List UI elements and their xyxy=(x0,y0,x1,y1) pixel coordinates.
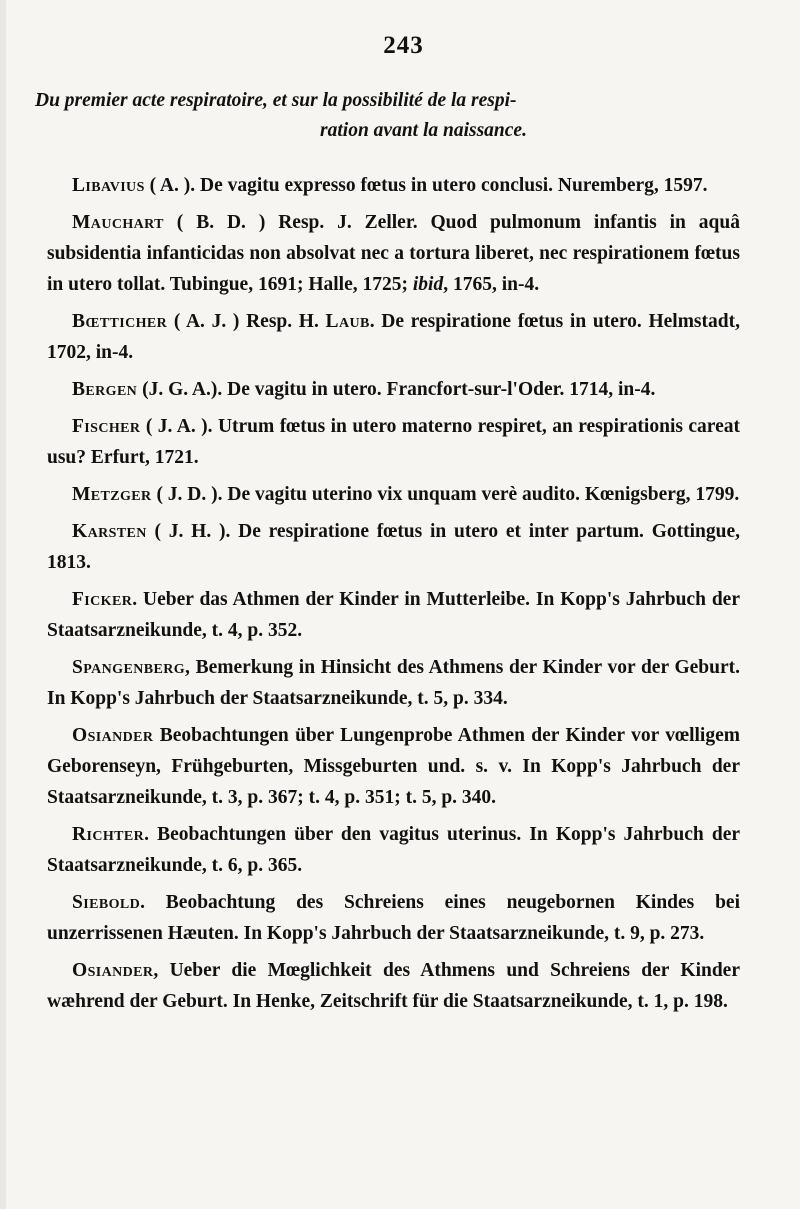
bibliography-entry xyxy=(47,584,740,646)
entry-text: ( J. H. ). De respiratione fœtus in utero et inter partum. Gottingue, 1813. xyxy=(47,521,740,573)
bibliography-entry xyxy=(47,170,740,201)
entry-text: . Beobachtung des Schreiens eines neugebornen Kindes bei unzerrissenen Hæuten. In Kopp's Jahrbuch der Staatsarzneikunde, t. 9, p. 273. xyxy=(47,892,740,944)
entry-author: Osiander xyxy=(72,725,154,746)
bibliography-entry xyxy=(47,411,740,473)
entry-author: Spangenberg xyxy=(72,657,185,678)
entry-text: ( J. A. ). Utrum fœtus in utero materno respiret, an respirationis careat usu? Erfurt, 1721. xyxy=(47,416,740,468)
entry-text: ( A. ). De vagitu expresso fœtus in utero conclusi. Nuremberg, 1597. xyxy=(144,175,708,196)
entry-author: Fischer xyxy=(72,416,141,437)
bibliography-entry xyxy=(47,887,740,949)
entry-author: Siebold xyxy=(72,892,141,913)
entry-author: Bergen xyxy=(72,379,138,400)
bibliography-entry xyxy=(47,374,740,405)
bibliography-entry xyxy=(47,955,740,1017)
entry-text: . Beobachtungen über den vagitus uterinus. In Kopp's Jahrbuch der Staatsarzneikunde, t. 6, p. 365. xyxy=(47,824,740,876)
entry-text: (J. G. A.). De vagitu in utero. Francfort-sur-l'Oder. 1714, in-4. xyxy=(137,379,656,400)
entry-author: Karsten xyxy=(72,521,147,542)
entry-text: , Ueber die Mœglichkeit des Athmens und Schreiens der Kinder wæhrend der Geburt. In Henke, Zeitschrift für die Staatsarzneikunde, t. 1, p. 198. xyxy=(47,960,740,1012)
bibliography-entry xyxy=(47,479,740,510)
section-heading-line2: ration avant la naissance. xyxy=(320,120,527,141)
bibliography-entry xyxy=(47,516,740,578)
entry-text: ( J. D. ). De vagitu uterino vix unquam verè audito. Kœnigsberg, 1799. xyxy=(151,484,740,505)
entry-author: Metzger xyxy=(72,484,152,505)
entry-text: , Bemerkung in Hinsicht des Athmens der Kinder vor der Geburt. In Kopp's Jahrbuch der Staatsarzneikunde, t. 5, p. 334. xyxy=(47,657,740,709)
entry-text: Beobachtungen über Lungenprobe Athmen der Kinder vor vœlligem Geborenseyn, Frühgeburten, Missgeburten und. s. v. In Kopp's Jahrbuch der Staatsarzneikunde, t. 3, p. 367; t. 4, p. 351; t. 5, p. 340. xyxy=(47,725,740,808)
entry-author: Osiander xyxy=(72,960,154,981)
entry-author: Richter xyxy=(72,824,145,845)
entry-author: Mauchart xyxy=(72,212,164,233)
entry-text: ( A. J. ) Resp. H. xyxy=(167,311,326,332)
bibliography-entry xyxy=(47,819,740,881)
entry-author: Bœtticher xyxy=(72,311,168,332)
entry-text-continued: . De respiratione fœtus in utero. Helmstadt, 1702, in-4. xyxy=(47,311,740,363)
page-edge-shadow xyxy=(0,0,6,1209)
entry-italic-text: ibid xyxy=(412,274,444,295)
entry-text: . Ueber das Athmen der Kinder in Mutterleibe. In Kopp's Jahrbuch der Staatsarzneikunde, t. 4, p. 352. xyxy=(47,589,740,641)
page-number: 243 xyxy=(383,32,424,59)
bibliography-entry xyxy=(47,207,740,300)
bibliography-entry xyxy=(47,652,740,714)
entry-text: ( B. D. ) Resp. J. Zeller. Quod pulmonum infantis in aquâ subsidentia infanticidas non absolvat nec a tortura liberet, nec respirationem fœtus in utero tollat. Tubingue, 1691; Halle, 1725; xyxy=(47,212,740,295)
bibliography-list xyxy=(47,170,740,1017)
bibliography-entry xyxy=(47,720,740,813)
entry-author: Libavius xyxy=(72,175,145,196)
section-heading xyxy=(35,86,740,146)
entry-coauthor: Laub xyxy=(325,311,370,332)
entry-text-continued: , 1765, in-4. xyxy=(443,274,540,295)
section-heading-line1: Du premier acte respiratoire, et sur la possibilité de la respi- xyxy=(35,90,517,111)
bibliography-entry xyxy=(47,306,740,368)
entry-author: Ficker xyxy=(72,589,133,610)
